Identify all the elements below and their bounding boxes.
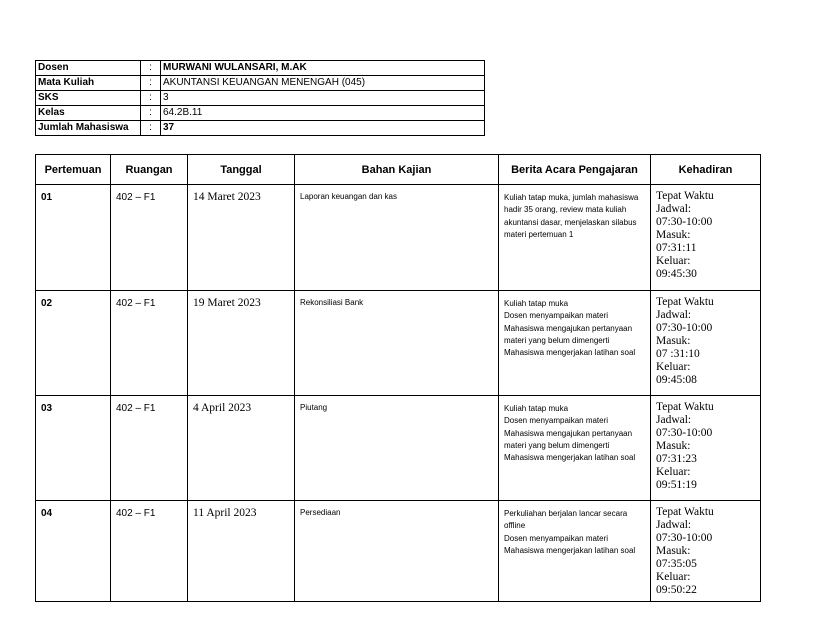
note-line: Kuliah tatap muka, jumlah mahasiswa hadir 35 orang, review mata kuliah akuntansi dasar, menjelaskan silabus materi pertemuan 1 — [504, 193, 639, 239]
info-row-lecturer — [36, 61, 485, 76]
info-label: Mata Kuliah — [36, 76, 141, 91]
schedule-label: Jadwal: — [656, 203, 692, 215]
check-in-time: 07 :31:10 — [656, 348, 700, 360]
schedule-value: 07:30-10:00 — [656, 322, 713, 334]
meeting-log-table — [35, 154, 761, 602]
info-separator: : — [141, 76, 161, 91]
table-row — [36, 291, 761, 396]
header-date: Tanggal — [188, 155, 295, 185]
attendance-status: Tepat Waktu — [656, 296, 714, 308]
attendance — [651, 291, 761, 396]
teaching-notes — [499, 291, 651, 396]
check-out-label: Keluar: — [656, 361, 691, 373]
table-row — [36, 396, 761, 501]
schedule-value: 07:30-10:00 — [656, 216, 713, 228]
lecturer-name: MURWANI WULANSARI, M.AK — [161, 61, 485, 76]
meeting-date: 19 Maret 2023 — [188, 291, 295, 396]
table-row — [36, 185, 761, 291]
teaching-notes — [499, 396, 651, 501]
check-out-time: 09:51:19 — [656, 479, 697, 491]
note-line: Mahasiswa mengerjakan latihan soal — [504, 545, 636, 555]
note-line: Perkuliahan berjalan lancar secara offline — [504, 509, 628, 531]
info-label: SKS — [36, 91, 141, 106]
schedule-value: 07:30-10:00 — [656, 427, 713, 439]
note-line: Mahasiswa mengajukan pertanyaan materi yang belum dimengerti — [504, 323, 633, 345]
meeting-number: 03 — [36, 396, 111, 501]
check-in-label: Masuk: — [656, 335, 691, 347]
info-separator: : — [141, 91, 161, 106]
class-value: 64.2B.11 — [161, 106, 485, 121]
note-line: Mahasiswa mengerjakan latihan soal — [504, 453, 636, 463]
info-label: Kelas — [36, 106, 141, 121]
meeting-number: 01 — [36, 185, 111, 291]
info-label: Jumlah Mahasiswa — [36, 121, 141, 136]
topic: Piutang — [295, 396, 499, 501]
meeting-date: 4 April 2023 — [188, 396, 295, 501]
note-line: Dosen menyampaikan materi — [504, 533, 609, 543]
student-count: 37 — [161, 121, 485, 136]
check-in-time: 07:35:05 — [656, 558, 697, 570]
room: 402 – F1 — [111, 185, 188, 291]
attendance-status: Tepat Waktu — [656, 506, 714, 518]
info-label: Dosen — [36, 61, 141, 76]
topic: Laporan keuangan dan kas — [295, 185, 499, 291]
course-name: AKUNTANSI KEUANGAN MENENGAH (045) — [161, 76, 485, 91]
check-out-label: Keluar: — [656, 466, 691, 478]
attendance-status: Tepat Waktu — [656, 190, 714, 202]
check-out-label: Keluar: — [656, 255, 691, 267]
note-line: Dosen menyampaikan materi — [504, 311, 609, 321]
check-in-label: Masuk: — [656, 229, 691, 241]
room: 402 – F1 — [111, 291, 188, 396]
meeting-date: 11 April 2023 — [188, 501, 295, 602]
attendance — [651, 501, 761, 602]
table-row — [36, 501, 761, 602]
attendance — [651, 396, 761, 501]
room: 402 – F1 — [111, 501, 188, 602]
check-out-label: Keluar: — [656, 571, 691, 583]
note-line: Mahasiswa mengerjakan latihan soal — [504, 348, 636, 358]
info-row-credits — [36, 91, 485, 106]
info-row-course — [36, 76, 485, 91]
table-header-row — [36, 155, 761, 185]
schedule-label: Jadwal: — [656, 414, 692, 426]
header-topic: Bahan Kajian — [295, 155, 499, 185]
attendance — [651, 185, 761, 291]
info-row-class — [36, 106, 485, 121]
teaching-notes — [499, 501, 651, 602]
info-separator: : — [141, 121, 161, 136]
course-info-table — [35, 60, 485, 136]
info-row-students — [36, 121, 485, 136]
header-notes: Berita Acara Pengajaran — [499, 155, 651, 185]
note-line: Dosen menyampaikan materi — [504, 416, 609, 426]
note-line: Mahasiswa mengajukan pertanyaan materi yang belum dimengerti — [504, 428, 633, 450]
info-separator: : — [141, 106, 161, 121]
topic: Rekonsiliasi Bank — [295, 291, 499, 396]
check-out-time: 09:45:08 — [656, 374, 697, 386]
teaching-notes — [499, 185, 651, 291]
header-room: Ruangan — [111, 155, 188, 185]
check-in-time: 07:31:11 — [656, 242, 697, 254]
check-in-label: Masuk: — [656, 545, 691, 557]
check-out-time: 09:50:22 — [656, 584, 697, 596]
header-meeting: Pertemuan — [36, 155, 111, 185]
attendance-status: Tepat Waktu — [656, 401, 714, 413]
meeting-number: 04 — [36, 501, 111, 602]
check-in-label: Masuk: — [656, 440, 691, 452]
schedule-label: Jadwal: — [656, 309, 692, 321]
check-out-time: 09:45:30 — [656, 268, 697, 280]
meeting-date: 14 Maret 2023 — [188, 185, 295, 291]
credits-value: 3 — [161, 91, 485, 106]
check-in-time: 07:31:23 — [656, 453, 697, 465]
room: 402 – F1 — [111, 396, 188, 501]
note-line: Kuliah tatap muka — [504, 404, 569, 413]
schedule-label: Jadwal: — [656, 519, 692, 531]
info-separator: : — [141, 61, 161, 76]
schedule-value: 07:30-10:00 — [656, 532, 713, 544]
header-attendance: Kehadiran — [651, 155, 761, 185]
meeting-number: 02 — [36, 291, 111, 396]
topic: Persediaan — [295, 501, 499, 602]
note-line: Kuliah tatap muka — [504, 299, 569, 308]
